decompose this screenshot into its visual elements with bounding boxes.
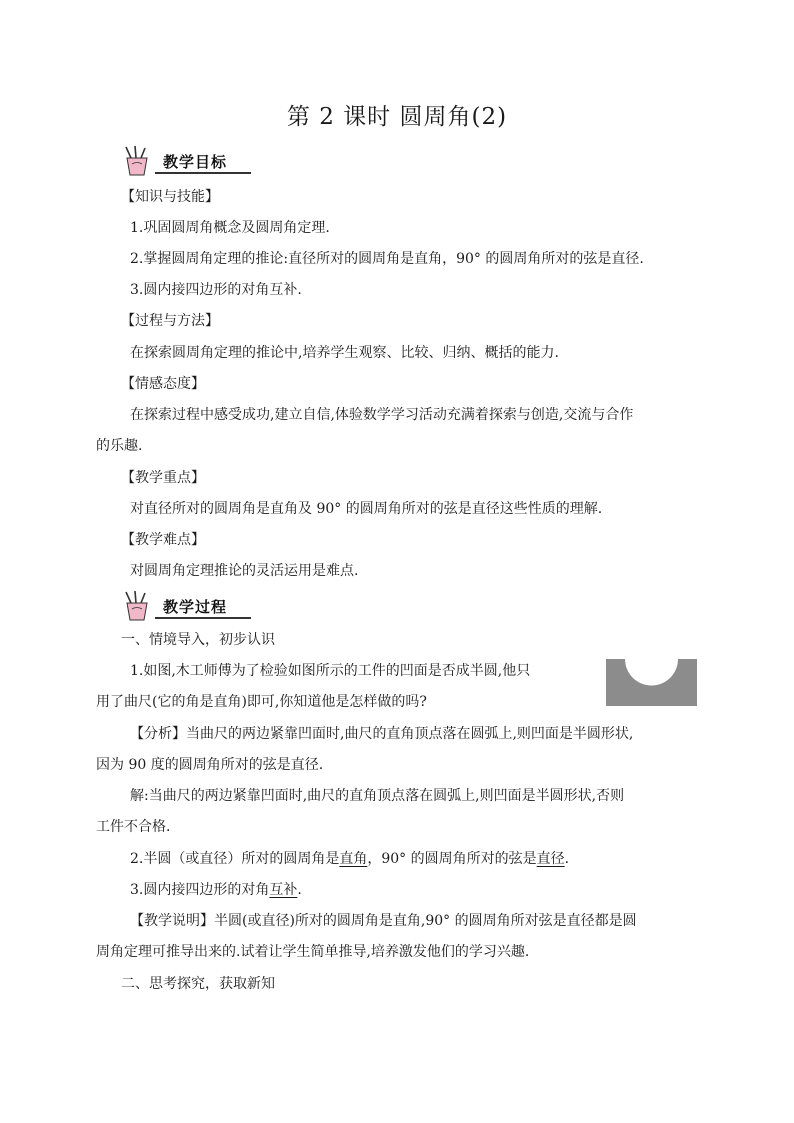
analysis-line1: 【分析】当曲尺的两边紧靠凹面时,曲尺的直角顶点落在圆弧上,则凹面是半圆形状, — [130, 726, 634, 742]
question3-text: 3.圆内接四边形的对角 — [130, 882, 270, 898]
difficulty-text: 对圆周角定理推论的灵活运用是难点. — [130, 563, 359, 579]
badge-underline — [155, 617, 251, 619]
pen-cup-icon — [121, 146, 153, 176]
process-method-header: 【过程与方法】 — [121, 313, 219, 329]
process-method-text: 在探索圆周角定理的推论中,培养学生观察、比较、归纳、概括的能力. — [130, 345, 559, 361]
solution-line1: 解:当曲尺的两边紧靠凹面时,曲尺的直角顶点落在圆弧上,则凹面是半圆形状,否则 — [130, 788, 625, 804]
question1-line2: 用了曲尺(它的角是直角)即可,你知道他是怎样做的吗? — [96, 694, 427, 710]
section-badge-process — [121, 591, 251, 621]
question2-text-a: 2.半圆（或直径）所对的圆周角是 — [130, 851, 340, 867]
question2-answer-1: 直角 — [339, 851, 368, 867]
knowledge-item-2: 2.掌握圆周角定理的推论:直径所对的圆周角是直角，90° 的圆周角所对的弦是直径. — [130, 251, 644, 267]
key-points-header: 【教学重点】 — [121, 470, 205, 486]
question3-end: . — [297, 882, 302, 898]
knowledge-item-1: 1.巩固圆周角概念及圆周角定理. — [130, 220, 330, 236]
question2 — [130, 849, 569, 869]
question3 — [130, 880, 302, 900]
solution-line2: 工件不合格. — [96, 819, 171, 835]
step2-title: 二、思考探究，获取新知 — [121, 976, 275, 992]
page-title: 第 2 课时 圆周角(2) — [286, 104, 508, 130]
step1-title: 一、情境导入，初步认识 — [121, 632, 275, 648]
question1-line1: 1.如图,木工师傅为了检验如图所示的工件的凹面是否成半圆,他只 — [130, 663, 531, 679]
analysis-line2: 因为 90 度的圆周角所对的弦是直径. — [96, 757, 324, 773]
emotion-header: 【情感态度】 — [121, 376, 205, 392]
knowledge-header: 【知识与技能】 — [121, 189, 219, 205]
difficulty-header: 【教学难点】 — [121, 532, 205, 548]
question2-text-b: ，90° 的圆周角所对的弦是 — [367, 851, 537, 867]
question3-answer: 互补 — [269, 882, 298, 898]
teaching-note-line1: 【教学说明】半圆(或直径)所对的圆周角是直角,90° 的圆周角所对弦是直径都是圆 — [130, 913, 637, 929]
question2-end: . — [564, 851, 570, 867]
badge-label: 教学过程 — [163, 598, 228, 616]
teaching-note-line2: 周角定理可推导出来的.试着让学生简单推导,培养激发他们的学习兴趣. — [96, 944, 530, 960]
badge-label: 教学目标 — [163, 153, 228, 171]
badge-underline — [155, 172, 251, 174]
section-badge-goals — [121, 146, 251, 176]
workpiece-figure — [606, 659, 697, 706]
emotion-text-line2: 的乐趣. — [96, 438, 143, 454]
question2-answer-2: 直径 — [536, 851, 565, 867]
key-points-text: 对直径所对的圆周角是直角及 90° 的圆周角所对的弦是直径这些性质的理解. — [130, 501, 603, 517]
knowledge-item-3: 3.圆内接四边形的对角互补. — [130, 282, 302, 298]
emotion-text-line1: 在探索过程中感受成功,建立自信,体验数学学习活动充满着探索与创造,交流与合作 — [130, 407, 634, 423]
pen-cup-icon — [121, 591, 153, 621]
